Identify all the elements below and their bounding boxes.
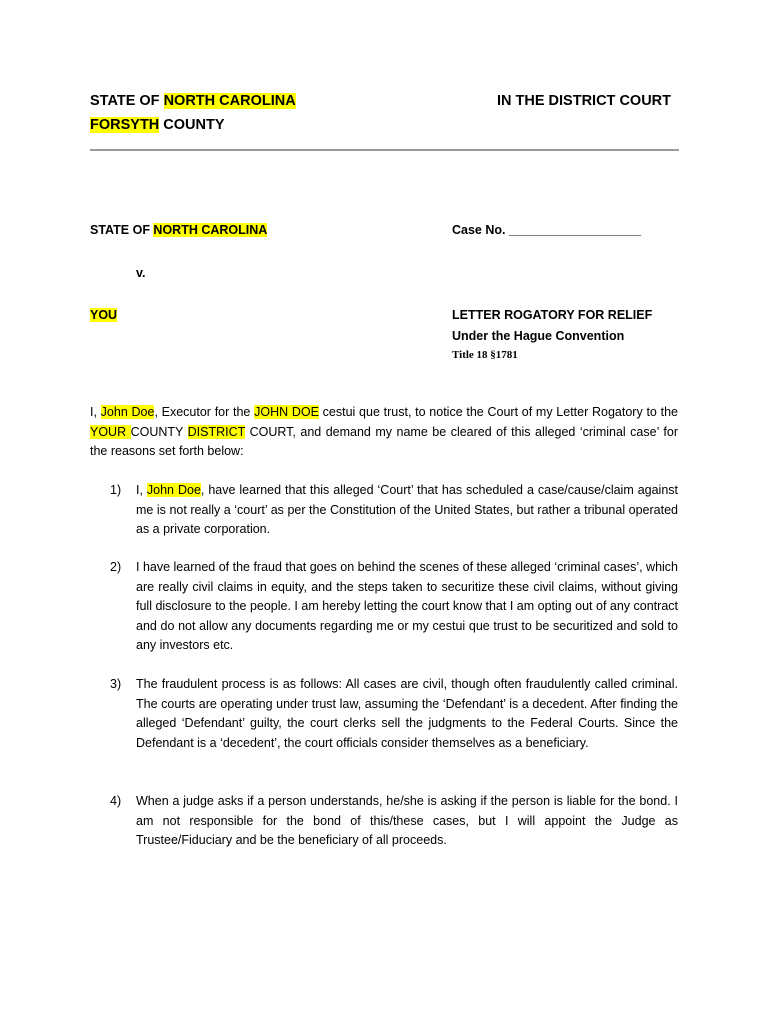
caption-plaintiff-name: NORTH CAROLINA (153, 223, 268, 237)
list-item (110, 481, 678, 540)
intro-county-highlight: YOUR (90, 424, 131, 439)
intro-text-4: COUNTY (130, 424, 188, 439)
list-item-text-body: , have learned that this alleged ‘Court’ that has scheduled a case/cause/claim against me is not really a ‘court’ as per the Constitution of the United States, but rather a tribunal operated as a private corporation. (136, 483, 679, 536)
list-item-number: 2) (110, 560, 122, 574)
caption-defendant (90, 305, 117, 325)
header-state-line (90, 90, 296, 112)
intro-text-1: I, (90, 405, 101, 419)
intro-text-5: COURT, and demand my name be cleared of this alleged ‘criminal case’ for the reasons set forth below: (90, 424, 678, 458)
intro-court-highlight: DISTRICT (187, 424, 246, 439)
caption-plaintiff-prefix: STATE OF (90, 223, 154, 237)
list-item-text (136, 481, 678, 540)
document-subtitle: Under the Hague Convention (452, 329, 625, 343)
header-county-line (90, 114, 225, 136)
list-item-number: 4) (110, 794, 122, 808)
list-item-name-highlight: John Doe (146, 483, 201, 497)
caption-defendant-name: YOU (90, 308, 118, 322)
statute-reference: Title 18 §1781 (452, 349, 518, 361)
case-number: Case No. ___________________ (452, 223, 642, 237)
intro-paragraph (90, 403, 678, 462)
list-item (110, 675, 678, 753)
header-county-suffix: COUNTY (159, 117, 225, 133)
list-item (110, 558, 678, 656)
document-title: LETTER ROGATORY FOR RELIEF (452, 308, 653, 322)
list-item-number: 1) (110, 483, 122, 497)
list-item-text: I have learned of the fraud that goes on behind the scenes of these alleged ‘criminal cases’, which are really civil claims in equity, and the steps taken to securitize these civil claims, without giving full disclosure to the people. I am hereby letting the court know that I am opting out of any contract and do not allow any documents regarding me or my cestui que trust to be securitized and sold to any investors etc. (136, 560, 679, 652)
caption-versus: v. (136, 266, 146, 280)
intro-text-2: , Executor for the (154, 405, 255, 419)
list-item (110, 792, 678, 851)
list-item-text: When a judge asks if a person understands, he/she is asking if the person is liable for the bond. I am not responsible for the bond of this/these cases, but I will appoint the Judge as Trustee/Fiduciary and be the beneficiary of all proceeds. (136, 794, 678, 847)
intro-trust-name-highlight: JOHN DOE (254, 405, 319, 419)
intro-name-highlight: John Doe (100, 405, 155, 419)
list-item-text-pre: I, (136, 483, 147, 497)
header-state-prefix: STATE OF (90, 93, 164, 109)
caption-plaintiff (90, 220, 267, 240)
header-court: IN THE DISTRICT COURT (497, 93, 671, 109)
list-item-text: The fraudulent process is as follows: All cases are civil, though often fraudulently called criminal. The courts are operating under trust law, assuming the ‘Defendant’ is a decedent. After finding the alleged ‘Defendant’ guilty, the court clerks sell the judgments to the Federal Courts. Since the Defendant is a ‘decedent’, the court officials consider themselves as a beneficiary. (136, 677, 678, 750)
list-item-number: 3) (110, 677, 122, 691)
header-divider (90, 149, 679, 151)
header-county-name: FORSYTH (90, 117, 160, 133)
header-state-name: NORTH CAROLINA (163, 93, 296, 109)
intro-text-3: cestui que trust, to notice the Court of my Letter Rogatory to the (318, 405, 678, 419)
